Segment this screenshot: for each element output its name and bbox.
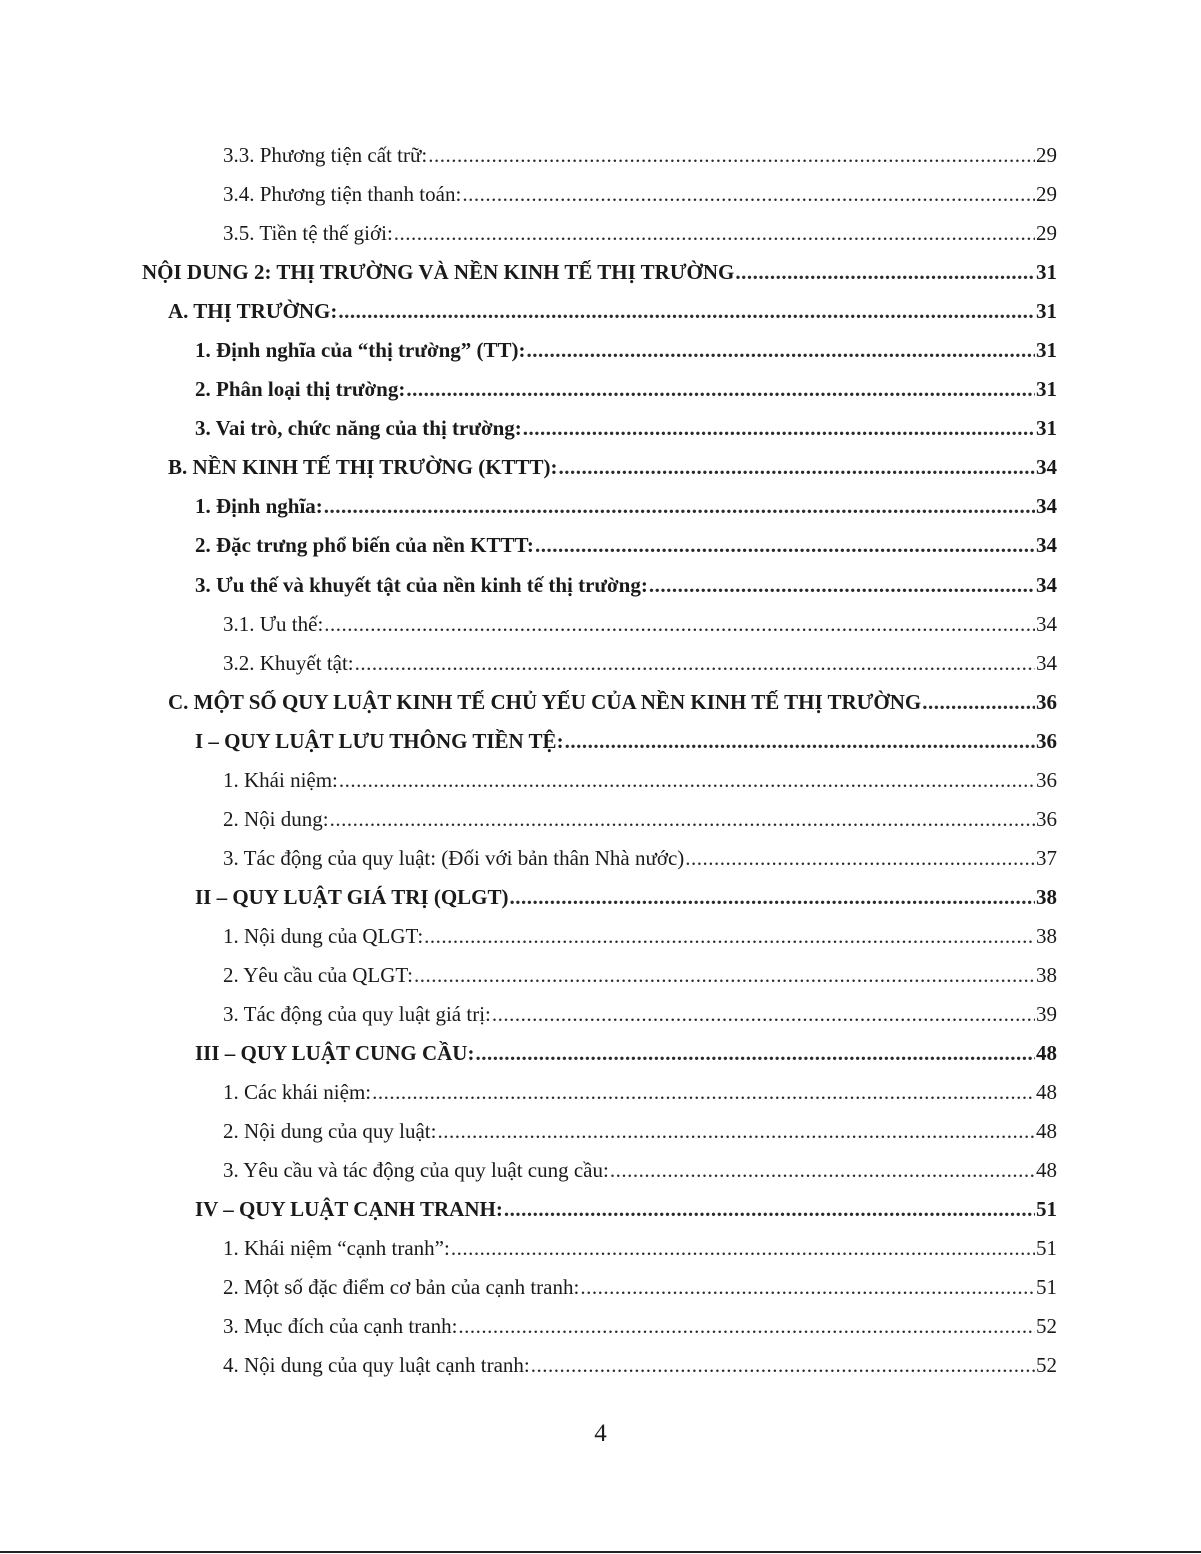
toc-subsection-entry[interactable] <box>0 566 1201 605</box>
page-number: 4 <box>594 1420 607 1447</box>
toc-leader-dots <box>649 575 1035 596</box>
toc-entry-page: 51 <box>1036 1236 1057 1261</box>
toc-entry-page: 31 <box>1036 260 1057 285</box>
toc-entry-page: 48 <box>1036 1119 1057 1144</box>
toc-entry-page: 36 <box>1036 767 1057 792</box>
toc-leader-dots <box>922 692 1035 713</box>
toc-entry-page: 48 <box>1036 1080 1057 1105</box>
toc-entry-page: 34 <box>1036 455 1057 480</box>
toc-leader-dots <box>559 457 1035 478</box>
toc-leader-dots <box>372 1082 1035 1103</box>
toc-entry-page: 31 <box>1036 416 1057 441</box>
toc-entry-title: 3. Ưu thế và khuyết tật của nền kinh tế thị trường: <box>195 572 648 597</box>
toc-leader-dots <box>462 184 1035 205</box>
toc-entry[interactable] <box>0 605 1201 644</box>
toc-leader-dots <box>492 1004 1035 1025</box>
toc-entry-page: 34 <box>1036 572 1057 597</box>
toc-subsection-entry[interactable] <box>0 409 1201 448</box>
toc-leader-dots <box>414 965 1035 986</box>
toc-entry[interactable] <box>0 175 1201 214</box>
toc-entry[interactable] <box>0 761 1201 800</box>
toc-entry[interactable] <box>0 995 1201 1034</box>
toc-subsection-entry[interactable] <box>0 526 1201 565</box>
toc-entry-title: 4. Nội dung của quy luật cạnh tranh: <box>223 1353 530 1378</box>
toc-entry-title: 2. Nội dung của quy luật: <box>223 1119 437 1144</box>
toc-entry-page: 34 <box>1036 494 1057 519</box>
toc-leader-dots <box>580 1277 1035 1298</box>
toc-entry-page: 39 <box>1036 1002 1057 1027</box>
toc-entry-page: 34 <box>1036 611 1057 636</box>
toc-leader-dots <box>565 731 1035 752</box>
toc-entry-title: 2. Một số đặc điểm cơ bản của cạnh tranh: <box>223 1275 580 1300</box>
toc-leader-dots <box>685 848 1035 869</box>
toc-entry-page: 52 <box>1036 1314 1057 1339</box>
toc-entry-page: 48 <box>1036 1158 1057 1183</box>
toc-leader-dots <box>510 887 1035 908</box>
toc-leader-dots <box>735 262 1035 283</box>
toc-leader-dots <box>527 340 1035 361</box>
toc-leader-dots <box>475 1043 1035 1064</box>
toc-entry-title: III – QUY LUẬT CUNG CẦU: <box>195 1041 475 1066</box>
toc-entry[interactable] <box>0 1268 1201 1307</box>
toc-leader-dots <box>458 1316 1035 1337</box>
toc-entry-title: 2. Phân loại thị trường: <box>195 377 406 402</box>
toc-leader-dots <box>531 1355 1035 1376</box>
toc-subsection-entry[interactable] <box>0 722 1201 761</box>
toc-subsection-entry[interactable] <box>0 878 1201 917</box>
toc-entry-title: 3.1. Ưu thế: <box>223 611 324 636</box>
toc-leader-dots <box>355 653 1035 674</box>
toc-entry-title: 3. Vai trò, chức năng của thị trường: <box>195 416 522 441</box>
toc-entry-page: 29 <box>1036 221 1057 246</box>
toc-entry-page: 31 <box>1036 377 1057 402</box>
toc-entry-title: 2. Nội dung: <box>223 806 329 831</box>
toc-leader-dots <box>535 535 1035 556</box>
toc-entry[interactable] <box>0 956 1201 995</box>
toc-entry[interactable] <box>0 1073 1201 1112</box>
toc-entry-title: C. MỘT SỐ QUY LUẬT KINH TẾ CHỦ YẾU CỦA NỀN KINH TẾ THỊ TRƯỜNG <box>168 689 922 714</box>
toc-entry-title: IV – QUY LUẬT CẠNH TRANH: <box>195 1197 503 1222</box>
toc-leader-dots <box>330 809 1035 830</box>
toc-entry-title: 1. Nội dung của QLGT: <box>223 923 424 948</box>
toc-entry[interactable] <box>0 800 1201 839</box>
toc-leader-dots <box>338 301 1035 322</box>
page-bottom-border <box>0 1551 1201 1553</box>
toc-entry-title: 3.2. Khuyết tật: <box>223 650 354 675</box>
toc-entry-page: 48 <box>1036 1041 1057 1066</box>
toc-section-entry[interactable] <box>0 683 1201 722</box>
toc-entry-page: 38 <box>1036 923 1057 948</box>
toc-entry[interactable] <box>0 1151 1201 1190</box>
toc-entry-page: 29 <box>1036 182 1057 207</box>
toc-entry-title: 1. Các khái niệm: <box>223 1080 372 1105</box>
toc-subsection-entry[interactable] <box>0 1034 1201 1073</box>
toc-leader-dots <box>324 496 1035 517</box>
toc-chapter-entry[interactable] <box>0 253 1201 292</box>
toc-entry-page: 51 <box>1036 1275 1057 1300</box>
toc-entry-title: 2. Yêu cầu của QLGT: <box>223 963 414 987</box>
toc-entry-page: 37 <box>1036 845 1057 870</box>
toc-subsection-entry[interactable] <box>0 370 1201 409</box>
toc-entry-page: 29 <box>1036 143 1057 168</box>
toc-entry-page: 52 <box>1036 1353 1057 1378</box>
toc-entry-title: 3.3. Phương tiện cất trữ: <box>223 143 428 168</box>
toc-subsection-entry[interactable] <box>0 1190 1201 1229</box>
toc-entry-title: 3. Tác động của quy luật giá trị: <box>223 1002 491 1027</box>
toc-entry-title: II – QUY LUẬT GIÁ TRỊ (QLGT) <box>195 884 509 909</box>
toc-leader-dots <box>339 770 1035 791</box>
toc-entry-title: A. THỊ TRƯỜNG: <box>168 299 338 324</box>
toc-entry-page: 34 <box>1036 650 1057 675</box>
toc-section-entry[interactable] <box>0 292 1201 331</box>
table-of-contents <box>0 136 1201 1386</box>
toc-entry-page: 31 <box>1036 299 1057 324</box>
toc-entry-title: 2. Đặc trưng phổ biến của nền KTTT: <box>195 533 534 558</box>
toc-entry[interactable] <box>0 1112 1201 1151</box>
toc-entry-page: 36 <box>1036 806 1057 831</box>
toc-entry-title: 3. Mục đích của cạnh tranh: <box>223 1314 458 1339</box>
toc-leader-dots <box>424 926 1035 947</box>
toc-entry-title: NỘI DUNG 2: THỊ TRƯỜNG VÀ NỀN KINH TẾ THỊ TRƯỜNG <box>142 260 735 285</box>
toc-entry-title: 1. Định nghĩa: <box>195 494 323 519</box>
toc-entry-title: 1. Định nghĩa của “thị trường” (TT): <box>195 338 526 363</box>
toc-entry[interactable] <box>0 917 1201 956</box>
toc-leader-dots <box>451 1238 1035 1259</box>
toc-entry-title: 1. Khái niệm “cạnh tranh”: <box>223 1236 450 1261</box>
toc-subsection-entry[interactable] <box>0 487 1201 526</box>
toc-entry[interactable] <box>0 214 1201 253</box>
toc-entry-page: 36 <box>1036 728 1057 753</box>
toc-entry-title: B. NỀN KINH TẾ THỊ TRƯỜNG (KTTT): <box>168 455 558 480</box>
toc-entry[interactable] <box>0 1229 1201 1268</box>
toc-entry-page: 51 <box>1036 1197 1057 1222</box>
toc-subsection-entry[interactable] <box>0 331 1201 370</box>
toc-entry-title: 3.5. Tiền tệ thế giới: <box>223 221 393 246</box>
toc-entry-page: 31 <box>1036 338 1057 363</box>
toc-entry-title: 3. Yêu cầu và tác động của quy luật cung cầu: <box>223 1158 609 1183</box>
toc-entry[interactable] <box>0 1346 1201 1385</box>
toc-entry[interactable] <box>0 1307 1201 1346</box>
toc-leader-dots <box>428 145 1035 166</box>
toc-leader-dots <box>523 418 1035 439</box>
toc-entry-page: 36 <box>1036 689 1057 714</box>
toc-entry[interactable] <box>0 644 1201 683</box>
toc-entry-title: 3. Tác động của quy luật: (Đối với bản thân Nhà nước) <box>223 845 685 870</box>
toc-entry-title: 1. Khái niệm: <box>223 767 338 792</box>
toc-entry-page: 38 <box>1036 884 1057 909</box>
toc-leader-dots <box>504 1199 1035 1220</box>
toc-entry-page: 38 <box>1036 963 1057 987</box>
toc-entry-page: 34 <box>1036 533 1057 558</box>
toc-leader-dots <box>394 223 1035 244</box>
toc-leader-dots <box>324 614 1035 635</box>
toc-leader-dots <box>406 379 1035 400</box>
toc-leader-dots <box>610 1160 1035 1181</box>
toc-entry-title: I – QUY LUẬT LƯU THÔNG TIỀN TỆ: <box>195 728 564 753</box>
toc-entry[interactable] <box>0 136 1201 175</box>
toc-entry[interactable] <box>0 839 1201 878</box>
toc-section-entry[interactable] <box>0 448 1201 487</box>
toc-leader-dots <box>437 1121 1035 1142</box>
toc-entry-title: 3.4. Phương tiện thanh toán: <box>223 182 462 207</box>
